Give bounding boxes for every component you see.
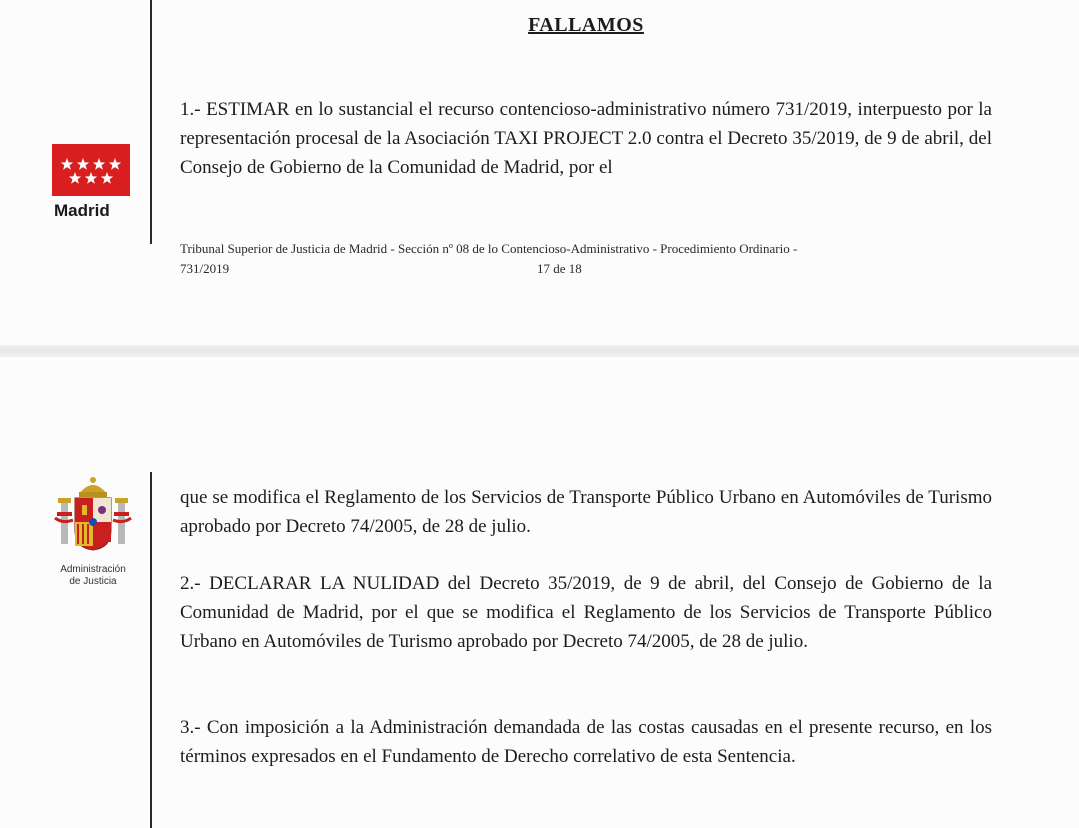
ruling-heading: FALLAMOS <box>528 14 644 36</box>
footer-court: Tribunal Superior de Justicia de Madrid - Sección nº 08 de lo Contencioso-Administrativo - Procedimiento Ordinario - <box>180 241 798 256</box>
logo-caption-line-1: Administración <box>60 564 126 575</box>
ruling-point-3: 3.- Con imposición a la Administración demandada de las costas causadas en el presente recurso, en los términos expresados en el Fundamento de Derecho correlativo de esta Sentencia. <box>180 717 992 767</box>
logo-caption-line-2: de Justicia <box>69 576 117 587</box>
margin-rule <box>150 472 152 828</box>
page-separator <box>0 345 1079 357</box>
madrid-logo-text: Madrid <box>54 201 110 220</box>
page-bottom <box>0 357 1079 828</box>
ruling-point-2: 2.- DECLARAR LA NULIDAD del Decreto 35/2019, de 9 de abril, del Consejo de Gobierno de la Comunidad de Madrid, por el que se modifica el Reglamento de los Servicios de Transporte Público Urbano en Automóviles de Turismo aprobado por Decreto 74/2005, de 28 de julio. <box>180 573 992 652</box>
spanish-coat-of-arms-icon <box>53 472 133 556</box>
page-top <box>0 0 1079 345</box>
madrid-logo <box>52 144 132 221</box>
footer-row <box>180 261 600 277</box>
logo-caption <box>48 564 138 588</box>
comunidad-de-madrid-flag-icon <box>52 144 130 196</box>
ruling-point-1-continued: que se modifica el Reglamento de los Servicios de Transporte Público Urbano en Automóviles de Turismo aprobado por Decreto 74/2005, de 28 de julio. <box>180 487 992 537</box>
administracion-justicia-logo <box>48 472 138 588</box>
footer-case-number: 731/2019 <box>180 261 230 276</box>
ruling-point-1: 1.- ESTIMAR en lo sustancial el recurso contencioso-administrativo número 731/2019, interpuesto por la representación procesal de la Asociación TAXI PROJECT 2.0 contra el Decreto 35/2019, de 9 de abril, del Consejo de Gobierno de la Comunidad de Madrid, por el <box>180 99 992 178</box>
footer-page-number: 17 de 18 <box>537 261 582 276</box>
